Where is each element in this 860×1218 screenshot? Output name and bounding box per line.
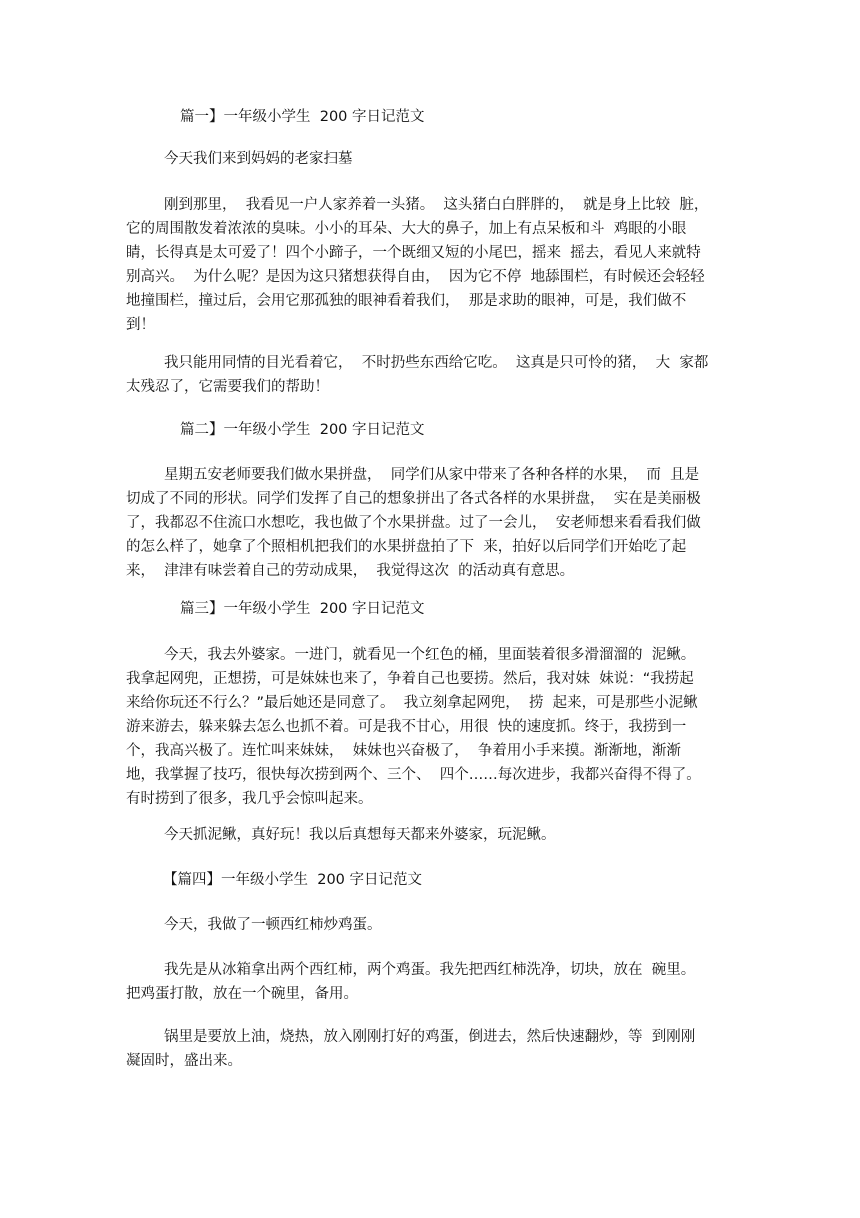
text-line: 今天我们来到妈妈的老家扫墓 [164, 151, 353, 167]
text-line: 游来游去，躲来躲去怎么也抓不着。可是我不甘心，用很 快的速度抓。终于，我捞到一 [126, 719, 687, 735]
text-line: 锅里是要放上油，烧热，放入刚刚打好的鸡蛋，倒进去，然后快速翻炒，等 到刚刚 [164, 1029, 696, 1045]
section-1-paragraph-1 [126, 147, 734, 171]
text-line: 地，我掌握了技巧，很快每次捞到两个、三个、 四个……每次进步，我都兴奋得不得了。 [126, 767, 701, 783]
text-line: 来， 津津有味尝着自己的劳动成果， 我觉得这次 的活动真有意思。 [126, 563, 575, 579]
section-4-paragraph-2 [126, 958, 734, 1006]
text-line: 有时捞到了很多，我几乎会惊叫起来。 [126, 791, 373, 807]
section-3-title: 篇三】一年级小学生 200 字日记范文 [180, 601, 425, 617]
section-2-paragraph-1 [126, 463, 734, 583]
text-line: 凝固时，盛出来。 [126, 1053, 242, 1069]
text-line: 今天抓泥鳅，真好玩！我以后真想每天都来外婆家，玩泥鳅。 [164, 827, 556, 843]
text-line: 我拿起网兜，正想捞，可是妹妹也来了，争着自己也要捞。然后，我对妹 妹说：“我捞起 [126, 671, 694, 687]
section-3-paragraph-1 [126, 643, 734, 811]
text-line: 别高兴。 为什么呢？是因为这只猪想获得自由， 因为它不停 地舔围栏，有时候还会轻轻 [126, 269, 705, 285]
text-line: 的怎么样了，她拿了个照相机把我们的水果拼盘拍了下 来，拍好以后同学们开始吃了起 [126, 539, 687, 555]
section-2-title: 篇二】一年级小学生 200 字日记范文 [180, 422, 425, 438]
text-line: 到！ [126, 317, 155, 333]
text-line: 星期五安老师要我们做水果拼盘， 同学们从家中带来了各种各样的水果， 而 且是 [164, 467, 700, 483]
section-4-paragraph-3 [126, 1025, 734, 1073]
text-line: 今天，我去外婆家。一进门，就看见一个红色的桶，里面装着很多滑溜溜的 泥鳅。 [164, 647, 696, 663]
text-line: 今天，我做了一顿西红柿炒鸡蛋。 [164, 917, 382, 933]
text-line: 地撞围栏，撞过后，会用它那孤独的眼神看着我们， 那是求助的眼神，可是，我们做不 [126, 293, 687, 309]
text-line: 睛，长得真是太可爱了！四个小蹄子，一个既细又短的小尾巴，摇来 摇去，看见人来就特 [126, 245, 701, 261]
text-line: 把鸡蛋打散，放在一个碗里，备用。 [126, 986, 358, 1002]
section-4-title: 【篇四】一年级小学生 200 字日记范文 [163, 872, 423, 888]
text-line: 我只能用同情的目光看着它， 不时扔些东西给它吃。 这真是只可怜的猪， 大 家都 [164, 355, 709, 371]
text-line: 切成了不同的形状。同学们发挥了自己的想象拼出了各式各样的水果拼盘， 实在是美丽极 [126, 491, 701, 507]
text-line: 来给你玩还不行么？”最后她还是同意了。 我立刻拿起网兜， 捞 起来，可是那些小泥鳅 [126, 695, 698, 711]
text-line: 我先是从冰箱拿出两个西红柿，两个鸡蛋。我先把西红柿洗净，切块，放在 碗里。 [164, 962, 696, 978]
text-line: 个，我高兴极了。连忙叫来妹妹， 妹妹也兴奋极了， 争着用小手来摸。渐渐地，渐渐 [126, 743, 681, 759]
text-line: 刚到那里， 我看见一户人家养着一头猪。 这头猪白白胖胖的， 就是身上比较 脏， [164, 197, 709, 213]
section-1-paragraph-3 [126, 351, 734, 399]
section-1-title: 篇一】一年级小学生 200 字日记范文 [180, 109, 425, 125]
section-1-paragraph-2 [126, 193, 734, 337]
section-3-paragraph-2 [126, 823, 734, 847]
section-4-paragraph-1 [126, 913, 734, 937]
text-line: 太残忍了，它需要我们的帮助！ [126, 379, 329, 395]
text-line: 它的周围散发着浓浓的臭味。小小的耳朵、大大的鼻子，加上有点呆板和斗 鸡眼的小眼 [126, 221, 687, 237]
text-line: 了，我都忍不住流口水想吃，我也做了个水果拼盘。过了一会儿， 安老师想来看看我们做 [126, 515, 701, 531]
